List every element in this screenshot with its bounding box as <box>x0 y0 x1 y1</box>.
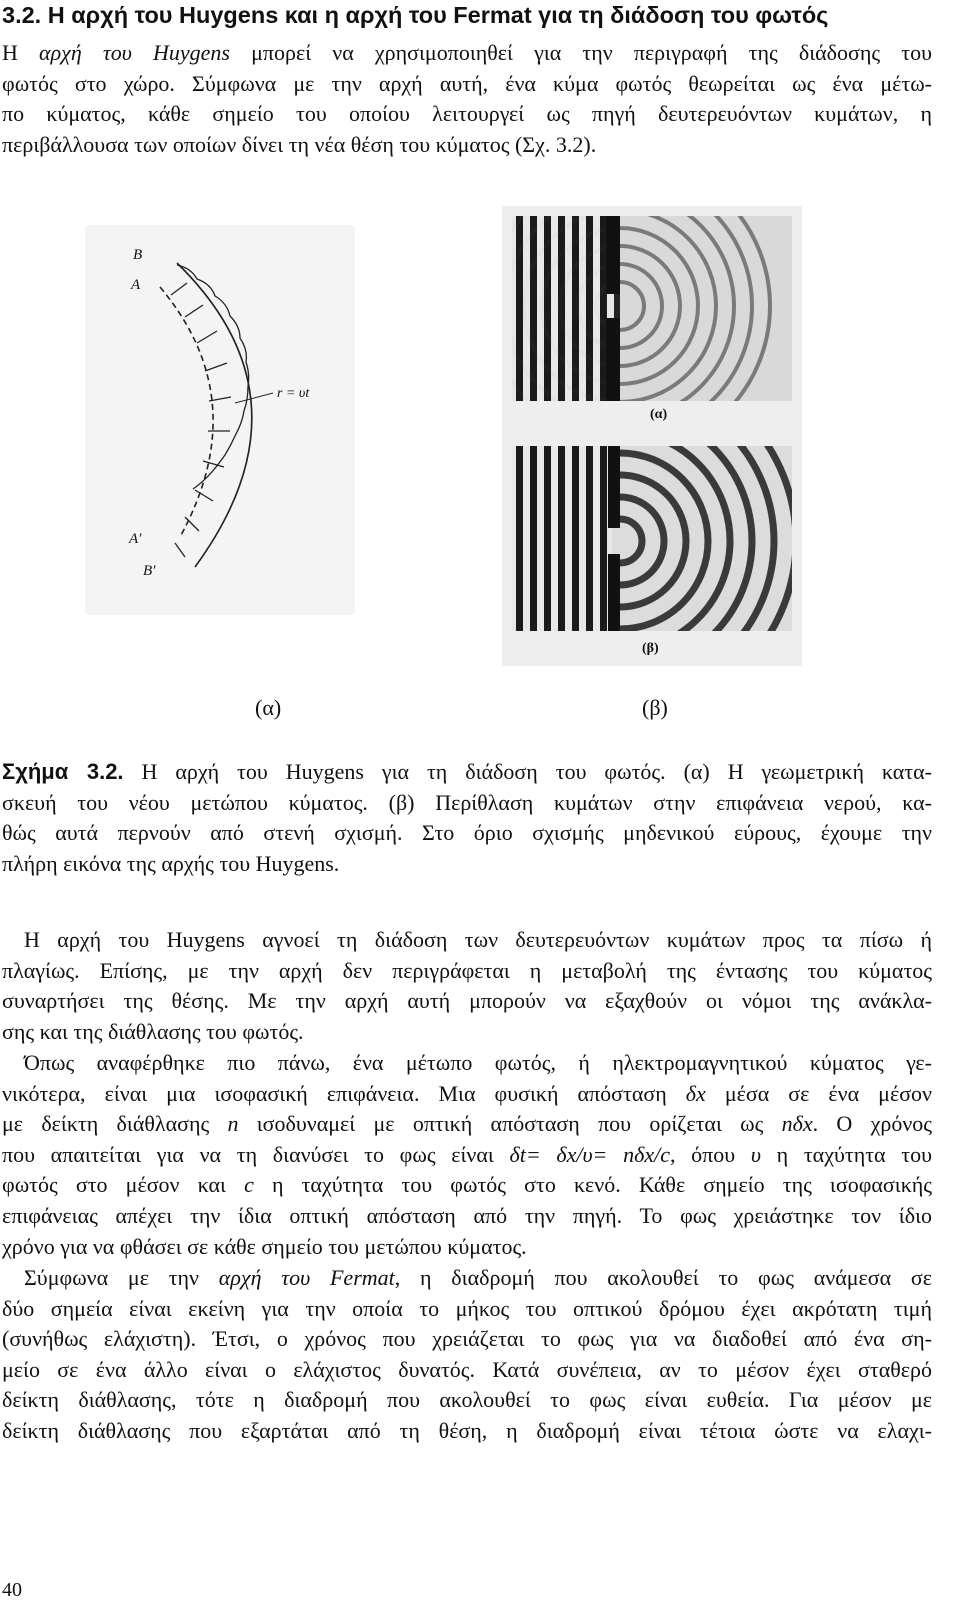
text-run: μέσα σε ένα μέσον <box>705 1080 932 1106</box>
text-line: φωτός στο χώρο. Σύμφωνα με την αρχή αυτή, ένα κύμα φωτός θεωρείται ως ένα μέτω- <box>2 70 932 96</box>
caption-label: Σχήμα 3.2. <box>2 759 124 784</box>
text-line <box>2 38 932 69</box>
text-run: που απαιτείται για να τη διανύσει το φως είναι <box>2 1141 510 1167</box>
label-b: B <box>133 247 143 263</box>
text-line: Όπως αναφέρθηκε πιο πάνω, ένα μέτωπο φωτός, ή ηλεκτρομαγνητικού κύματος γε- <box>24 1050 932 1075</box>
huygens-construction-diagram <box>85 225 355 615</box>
text-line: (συνήθως ελάχιστη). Έτσι, ο χρόνος που χρειάζεται το φως για να διαδοθεί από ένα ση- <box>2 1326 932 1352</box>
text-line: σκευή του νέου μετώπου κύματος. (β) Περίθλαση κυμάτων στην επιφάνεια νερού, κα- <box>2 789 932 815</box>
figure-sublabel-a: (α) <box>255 695 282 720</box>
text-line <box>2 1079 932 1110</box>
label-b-prime: B′ <box>143 563 156 579</box>
text-run: ισοδυναμεί με οπτική απόσταση που ορίζεται ως <box>238 1111 782 1137</box>
text-run: φωτός στο μέσον και <box>2 1172 245 1198</box>
text-line <box>2 1170 932 1201</box>
text-run: μπορεί να χρησιμοποιηθεί για την περιγραφή της διάδοσης του <box>229 40 932 65</box>
text-line: σης και της διάθλασης του φωτός. <box>2 1018 304 1044</box>
text-run: . Ο χρόνος <box>812 1111 932 1137</box>
text-run: Η αρχή του Huygens για τη διάδοση του φωτός. (α) Η γεωμετρική κατα- <box>123 759 932 784</box>
text-line: συναρτήσει της θέσης. Με την αρχή αυτή μπορούν να εξαχθούν οι νόμοι της ανάκλα- <box>2 988 932 1014</box>
text-line: θώς αυτά περνούν από στενή σχισμή. Στο όριο σχισμής μηδενικού εύρους, έχουμε την <box>2 820 932 846</box>
figure-caption <box>2 757 932 879</box>
photo-label-alpha: (α) <box>650 407 668 422</box>
text-line <box>2 757 932 788</box>
text-run: , όπου <box>669 1141 751 1167</box>
text-run: , η διαδρομή που ακολουθεί το φως ανάμεσα σε <box>394 1265 933 1290</box>
text-line <box>2 1263 932 1294</box>
text-run: Η <box>2 40 40 65</box>
text-line: δείκτη διάθλασης, τότε η διαδρομή που ακολουθεί το φως είναι ευθεία. Για μέσον με <box>2 1387 932 1413</box>
text-line <box>2 1109 932 1140</box>
text-line: μείο σε ένα άλλο είναι ο ελάχιστος δυνατός. Κατά συνέπεια, αν το μέσον έχει σταθερό <box>2 1356 932 1382</box>
math-variable: δx <box>685 1080 706 1106</box>
text-line: πο κύματος, κάθε σημείο του οποίου λειτουργεί ως πηγή δευτερευόντων κυμάτων, η <box>2 101 932 127</box>
body-paragraph-3 <box>2 1263 932 1447</box>
text-line: Η αρχή του Huygens αγνοεί τη διάδοση των δευτερευόντων κυμάτων προς τα πίσω ή <box>24 927 932 952</box>
text-line: δύο σημεία είναι εκείνη για την οποία το μήκος του οπτικού δρόμου έχει ακρότατη τιμή <box>2 1295 932 1321</box>
intro-paragraph <box>2 38 932 160</box>
text-line: επιφάνειας απέχει την ίδια οπτική απόσταση από την πηγή. Το φως χρειάστηκε τον ίδιο <box>2 1202 932 1228</box>
math-variable: nδx <box>781 1111 813 1137</box>
page-number: 40 <box>2 1579 22 1601</box>
math-variable: υ <box>750 1141 761 1167</box>
label-r-equation: r = υt <box>277 386 310 401</box>
text-line: περιβάλλουσα των οποίων δίνει τη νέα θέση του κύματος (Σχ. 3.2). <box>2 131 597 157</box>
text-line: πλήρη εικόνα της αρχής του Huygens. <box>2 850 340 876</box>
text-run: Σύμφωνα με την <box>24 1265 219 1290</box>
term-fermat-principle: αρχή του Fermat <box>218 1265 395 1290</box>
figure-sublabel-b: (β) <box>642 695 668 720</box>
body-paragraph-2 <box>2 1048 932 1262</box>
math-formula: δt= δx/υ= nδx/c <box>509 1141 670 1167</box>
photo-label-beta: (β) <box>642 641 659 656</box>
section-heading: 3.2. Η αρχή του Huygens και η αρχή του Fermat για τη διάδοση του φωτός <box>2 2 829 28</box>
label-a: A <box>131 277 141 293</box>
text-run: η ταχύτητα του <box>760 1141 932 1167</box>
text-line: πλαγίως. Επίσης, με την αρχή δεν περιγράφεται η μεταβολή της έντασης του κύματος <box>2 957 932 983</box>
text-run: νικότερα, είναι μια ισοφασική επιφάνεια. Μια φυσική απόσταση <box>2 1080 686 1106</box>
label-a-prime: A′ <box>129 531 142 547</box>
body-paragraph-1 <box>2 925 932 1047</box>
text-line: χρόνο για να φθάσει σε κάθε σημείο του μετώπου κύματος. <box>2 1233 527 1259</box>
term-huygens-principle: αρχή του Huygens <box>39 40 230 65</box>
text-run: με δείκτη διάθλασης <box>2 1111 228 1137</box>
math-variable: n <box>227 1111 239 1137</box>
text-line: δείκτη διάθλασης που εξαρτάται από τη θέση, η διαδρομή είναι τέτοια ώστε να ελαχι- <box>2 1417 932 1443</box>
text-run: η ταχύτητα του φωτός στο κενό. Κάθε σημείο της ισοφασικής <box>253 1172 933 1198</box>
water-wave-diffraction-photos <box>502 206 802 666</box>
math-variable: c <box>244 1172 254 1198</box>
text-line <box>2 1140 932 1171</box>
